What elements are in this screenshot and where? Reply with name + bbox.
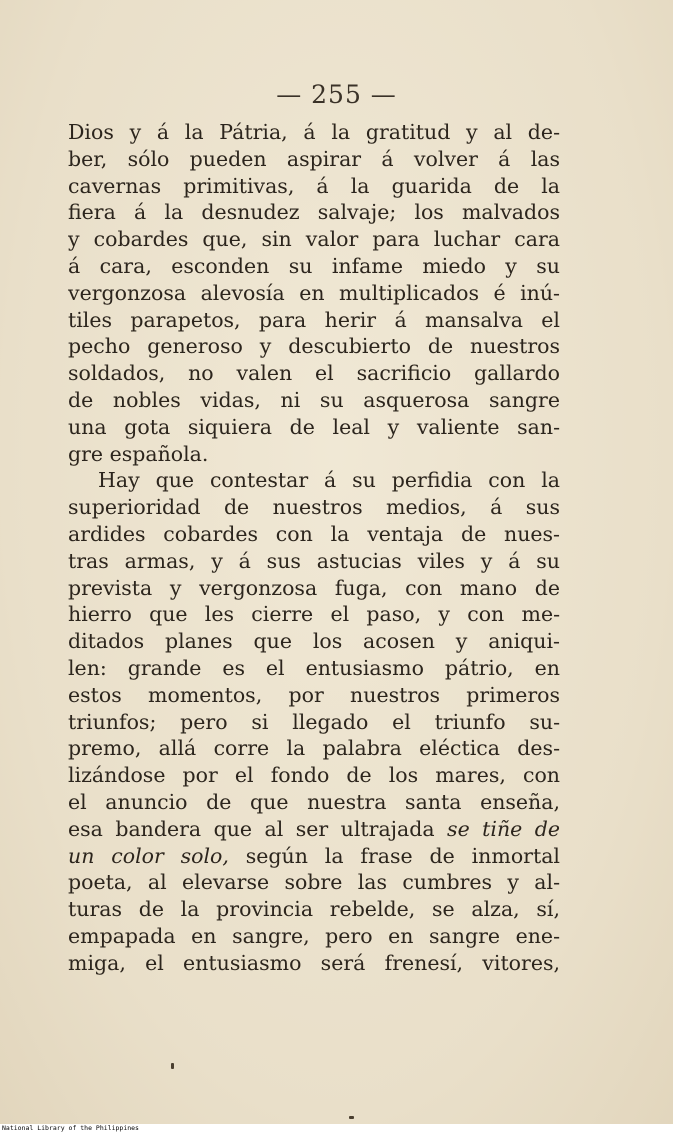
text-line: Dios y á la Pátria, á la gratitud y al de-	[68, 120, 560, 144]
text-line: empapada en sangre, pero en sangre ene-	[68, 923, 560, 948]
text-line: superioridad de nuestros medios, á sus	[68, 495, 560, 520]
text-line: tras armas, y á sus astucias viles y á su	[68, 548, 560, 573]
text-line: soldados, no valen el sacrificio gallardo	[68, 361, 560, 386]
text-line: prevista y vergonzosa fuga, con mano de	[68, 575, 560, 600]
text-line: estos momentos, por nuestros primeros	[68, 682, 560, 707]
text-line: premo, allá corre la palabra eléctica des-	[68, 736, 560, 761]
text-line: poeta, al elevarse sobre las cumbres y al-	[68, 870, 560, 895]
body-text	[68, 119, 560, 977]
text-line: vergonzosa alevosía en multiplicados é inú-	[68, 280, 560, 305]
text-line: miga, el entusiasmo será frenesí, vitores,	[68, 950, 560, 975]
text-line: ardides cobardes con la ventaja de nues-	[68, 521, 560, 546]
text-line: ditados planes que los acosen y aniqui-	[68, 629, 560, 654]
page-number: — 255 —	[276, 80, 397, 109]
text-line: len: grande es el entusiasmo pátrio, en	[68, 655, 560, 680]
italic-quote: un color solo,	[68, 843, 229, 868]
text-line: lizándose por el fondo de los mares, con	[68, 763, 560, 788]
text-line: gre española.	[68, 441, 209, 466]
text-line	[68, 816, 560, 843]
text-line: cavernas primitivas, á la guarida de la	[68, 173, 560, 198]
text-line: triunfos; pero si llegado el triunfo su-	[68, 709, 560, 734]
text-line: pecho generoso y descubierto de nuestros	[68, 334, 560, 359]
ink-speck	[171, 1063, 174, 1069]
text-line	[68, 843, 560, 870]
text-line: á cara, esconden su infame miedo y su	[68, 253, 560, 278]
text-line: el anuncio de que nuestra santa enseña,	[68, 789, 560, 814]
ink-speck	[349, 1116, 354, 1119]
footer-watermark: National Library of the Philippines	[2, 1124, 139, 1132]
text-segment: esa bandera que al ser ultrajada	[68, 816, 448, 841]
text-line: fiera á la desnudez salvaje; los malvados	[68, 200, 560, 225]
italic-quote: se tiñe de	[447, 816, 560, 841]
text-line: ber, sólo pueden aspirar á volver á las	[68, 146, 560, 171]
paragraph-start-line: Hay que contestar á su perfidia con la	[98, 468, 560, 493]
text-line: una gota siquiera de leal y valiente san-	[68, 414, 560, 439]
text-line: hierro que les cierre el paso, y con me-	[68, 602, 560, 627]
text-segment: según la frase de inmortal	[228, 843, 560, 868]
text-line: tiles parapetos, para herir á mansalva el	[68, 307, 560, 332]
text-line: de nobles vidas, ni su asquerosa sangre	[68, 387, 560, 412]
text-line: y cobardes que, sin valor para luchar cara	[68, 227, 560, 252]
text-line: turas de la provincia rebelde, se alza, sí,	[68, 897, 560, 922]
